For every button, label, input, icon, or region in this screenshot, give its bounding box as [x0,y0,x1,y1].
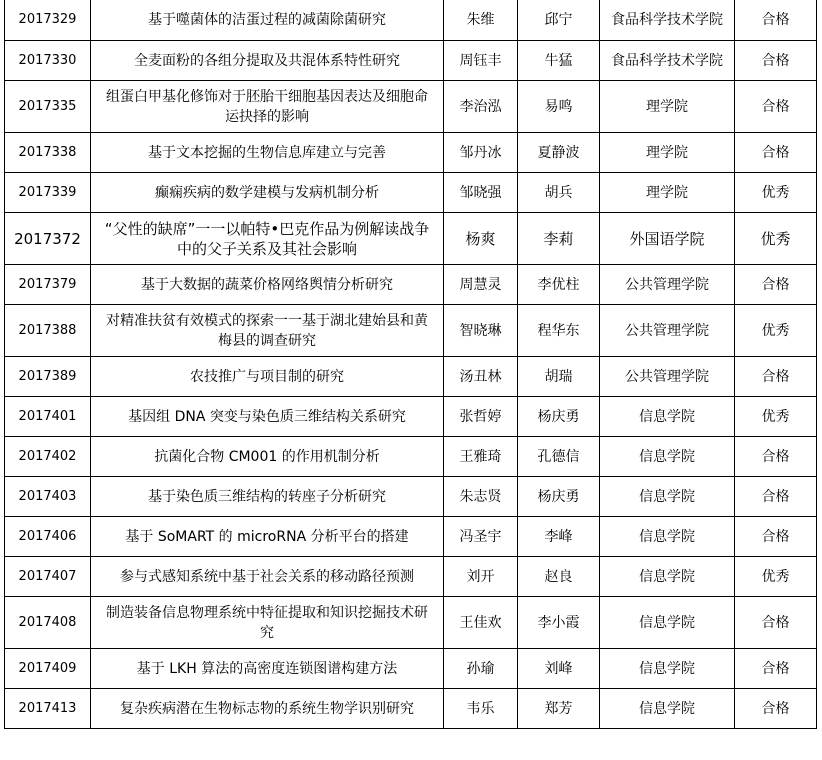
table-row [5,557,817,597]
project-id: 2017408 [5,597,91,649]
table-row [5,81,817,133]
school-name: 理学院 [600,133,735,173]
table-row [5,517,817,557]
table-row [5,397,817,437]
school-name: 理学院 [600,81,735,133]
student-name: 王佳欢 [444,597,518,649]
evaluation-result: 合格 [735,133,817,173]
school-name: 信息学院 [600,397,735,437]
project-id: 2017409 [5,649,91,689]
advisor-name: 胡兵 [518,173,600,213]
advisor-name: 邱宁 [518,0,600,41]
school-name: 外国语学院 [600,213,735,265]
table-body [5,0,817,729]
project-title: 组蛋白甲基化修饰对于胚胎干细胞基因表达及细胞命运抉择的影响 [91,81,444,133]
table-row [5,649,817,689]
project-id: 2017330 [5,41,91,81]
table-row [5,477,817,517]
school-name: 信息学院 [600,649,735,689]
student-name: 邹晓强 [444,173,518,213]
project-id: 2017402 [5,437,91,477]
evaluation-result: 优秀 [735,557,817,597]
evaluation-result: 合格 [735,265,817,305]
school-name: 公共管理学院 [600,265,735,305]
project-title: 对精准扶贫有效模式的探索一一基于湖北建始县和黄梅县的调查研究 [91,305,444,357]
project-id: 2017403 [5,477,91,517]
project-id: 2017388 [5,305,91,357]
evaluation-result: 优秀 [735,397,817,437]
advisor-name: 郑芳 [518,689,600,729]
advisor-name: 程华东 [518,305,600,357]
evaluation-result: 合格 [735,357,817,397]
student-name: 杨爽 [444,213,518,265]
evaluation-result: 合格 [735,41,817,81]
table-row [5,689,817,729]
school-name: 理学院 [600,173,735,213]
evaluation-result: 合格 [735,597,817,649]
project-title: 基于 LKH 算法的高密度连锁图谱构建方法 [91,649,444,689]
student-name: 朱维 [444,0,518,41]
evaluation-result: 合格 [735,517,817,557]
school-name: 公共管理学院 [600,357,735,397]
school-name: 信息学院 [600,517,735,557]
project-title: 基于染色质三维结构的转座子分析研究 [91,477,444,517]
table-row [5,437,817,477]
table-row [5,173,817,213]
advisor-name: 夏静波 [518,133,600,173]
project-id: 2017372 [5,213,91,265]
advisor-name: 李莉 [518,213,600,265]
evaluation-result: 合格 [735,477,817,517]
table-row [5,133,817,173]
student-name: 刘开 [444,557,518,597]
table-row [5,305,817,357]
school-name: 信息学院 [600,689,735,729]
student-name: 李治泓 [444,81,518,133]
project-title: 抗菌化合物 CM001 的作用机制分析 [91,437,444,477]
project-id: 2017407 [5,557,91,597]
project-id: 2017379 [5,265,91,305]
evaluation-result: 合格 [735,689,817,729]
school-name: 公共管理学院 [600,305,735,357]
student-name: 韦乐 [444,689,518,729]
table-row [5,0,817,41]
student-name: 汤丑林 [444,357,518,397]
project-id: 2017339 [5,173,91,213]
project-title: 复杂疾病潜在生物标志物的系统生物学识别研究 [91,689,444,729]
student-name: 张哲婷 [444,397,518,437]
advisor-name: 刘峰 [518,649,600,689]
advisor-name: 李优柱 [518,265,600,305]
advisor-name: 李峰 [518,517,600,557]
project-title: 基因组 DNA 突变与染色质三维结构关系研究 [91,397,444,437]
project-id: 2017401 [5,397,91,437]
student-name: 邹丹冰 [444,133,518,173]
table-row [5,597,817,649]
project-id: 2017329 [5,0,91,41]
student-name: 周钰丰 [444,41,518,81]
school-name: 食品科学技术学院 [600,0,735,41]
advisor-name: 杨庆勇 [518,397,600,437]
evaluation-result: 优秀 [735,173,817,213]
evaluation-result: 合格 [735,437,817,477]
student-name: 王雅琦 [444,437,518,477]
project-title: 基于 SoMART 的 microRNA 分析平台的搭建 [91,517,444,557]
student-name: 周慧灵 [444,265,518,305]
advisor-name: 李小霞 [518,597,600,649]
school-name: 信息学院 [600,437,735,477]
evaluation-result: 合格 [735,0,817,41]
evaluation-result: 合格 [735,649,817,689]
project-id: 2017406 [5,517,91,557]
project-id: 2017413 [5,689,91,729]
school-name: 食品科学技术学院 [600,41,735,81]
advisor-name: 胡瑞 [518,357,600,397]
student-name: 智晓琳 [444,305,518,357]
project-title: 基于文本挖掘的生物信息库建立与完善 [91,133,444,173]
advisor-name: 牛猛 [518,41,600,81]
table-row [5,265,817,305]
table-row [5,357,817,397]
school-name: 信息学院 [600,477,735,517]
evaluation-result: 优秀 [735,305,817,357]
project-results-table [4,0,817,729]
student-name: 冯圣宇 [444,517,518,557]
project-title: 基于噬菌体的洁蛋过程的减菌除菌研究 [91,0,444,41]
project-title: 基于大数据的蔬菜价格网络舆情分析研究 [91,265,444,305]
table-row [5,213,817,265]
advisor-name: 杨庆勇 [518,477,600,517]
project-title: “父性的缺席”一一以帕特•巴克作品为例解读战争中的父子关系及其社会影响 [91,213,444,265]
project-id: 2017389 [5,357,91,397]
project-title: 癫痫疾病的数学建模与发病机制分析 [91,173,444,213]
project-id: 2017338 [5,133,91,173]
table-row [5,41,817,81]
project-title: 参与式感知系统中基于社会关系的移动路径预测 [91,557,444,597]
evaluation-result: 合格 [735,81,817,133]
project-id: 2017335 [5,81,91,133]
school-name: 信息学院 [600,557,735,597]
project-title: 制造装备信息物理系统中特征提取和知识挖掘技术研究 [91,597,444,649]
project-title: 农技推广与项目制的研究 [91,357,444,397]
advisor-name: 孔德信 [518,437,600,477]
advisor-name: 易鸣 [518,81,600,133]
advisor-name: 赵良 [518,557,600,597]
school-name: 信息学院 [600,597,735,649]
project-title: 全麦面粉的各组分提取及共混体系特性研究 [91,41,444,81]
student-name: 孙瑜 [444,649,518,689]
evaluation-result: 优秀 [735,213,817,265]
student-name: 朱志贤 [444,477,518,517]
